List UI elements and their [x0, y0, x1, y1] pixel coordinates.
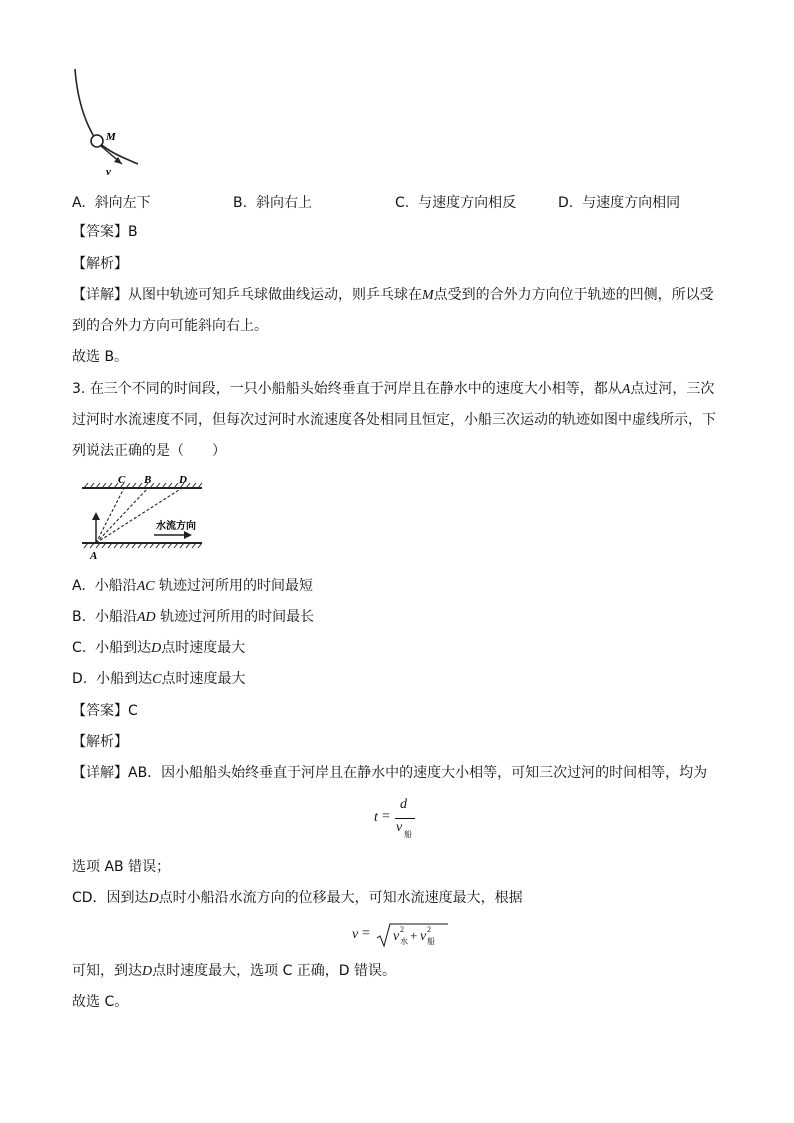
q2-option-a: A. 斜向左下	[72, 195, 151, 211]
q2-detail-line1: 【详解】从图中轨迹可知乒乓球做曲线运动，则乒乓球在M点受到的合外力方向位于轨迹的凹侧，所以受	[72, 287, 714, 303]
q3-detail-cd: CD．因到达D点时小船沿水流方向的位移最大，可知水流速度最大，根据	[72, 890, 523, 906]
q3-option-a: A. 小船沿AC 轨迹过河所用的时间最短	[72, 578, 314, 594]
label-b: B	[144, 474, 152, 486]
formula-time: t = d v 船	[374, 797, 434, 839]
q2-option-b: B. 斜向右上	[233, 195, 312, 211]
q3-option-b: B. 小船沿AD 轨迹过河所用的时间最长	[72, 609, 315, 625]
formula-speed: v = v 2 水 + v 2 船	[352, 922, 448, 950]
q3-result: 可知，到达D点时速度最大，选项 C 正确，D 错误。	[72, 963, 397, 979]
label-flow: 水流方向	[156, 521, 196, 532]
q2-conclusion: 故选 B。	[72, 349, 129, 365]
trajectory-ab	[96, 488, 148, 543]
q3-stem-line3: 列说法正确的是（ ）	[72, 443, 226, 459]
river-figure	[76, 470, 212, 564]
flow-arrowhead	[184, 531, 192, 539]
point-m-label: M	[106, 131, 116, 143]
q3-detail-ab: 【详解】AB．因小船船头始终垂直于河岸且在静水中的速度大小相等，可知三次过河的时间相等，均为	[72, 765, 708, 781]
q3-analysis-tag: 【解析】	[72, 734, 128, 750]
label-d: D	[179, 474, 187, 486]
label-c: C	[118, 474, 126, 486]
q2-answer: 【答案】B	[72, 224, 138, 240]
q3-conclusion: 故选 C。	[72, 994, 129, 1010]
velocity-label: v	[106, 166, 111, 178]
heading-arrowhead	[92, 512, 100, 520]
label-a: A	[90, 550, 98, 562]
ball-m	[91, 135, 103, 147]
q3-option-d: D. 小船到达C点时速度最大	[72, 671, 246, 687]
fraction-bar	[395, 818, 415, 819]
q2-option-c: C. 与速度方向相反	[395, 195, 517, 211]
q2-analysis-tag: 【解析】	[72, 256, 128, 272]
q2-detail-line2: 到的合外力方向可能斜向右上。	[72, 318, 268, 334]
q3-option-c: C. 小船到达D点时速度最大	[72, 640, 246, 656]
q3-stem-line2: 过河时水流速度不同，但每次过河时水流速度各处相同且恒定，小船三次运动的轨迹如图中虚线所示，下	[72, 412, 716, 428]
q3-stem-line1: 3. 在三个不同的时间段，一只小船船头始终垂直于河岸且在静水中的速度大小相等，都从A点过河，三次	[72, 381, 715, 397]
q3-ab-wrong: 选项 AB 错误；	[72, 859, 171, 875]
trajectory-curve	[75, 69, 138, 164]
q3-answer: 【答案】C	[72, 703, 138, 719]
trajectory-ac	[96, 488, 124, 543]
q2-option-d: D. 与速度方向相同	[558, 195, 681, 211]
trajectory-figure	[66, 66, 146, 180]
